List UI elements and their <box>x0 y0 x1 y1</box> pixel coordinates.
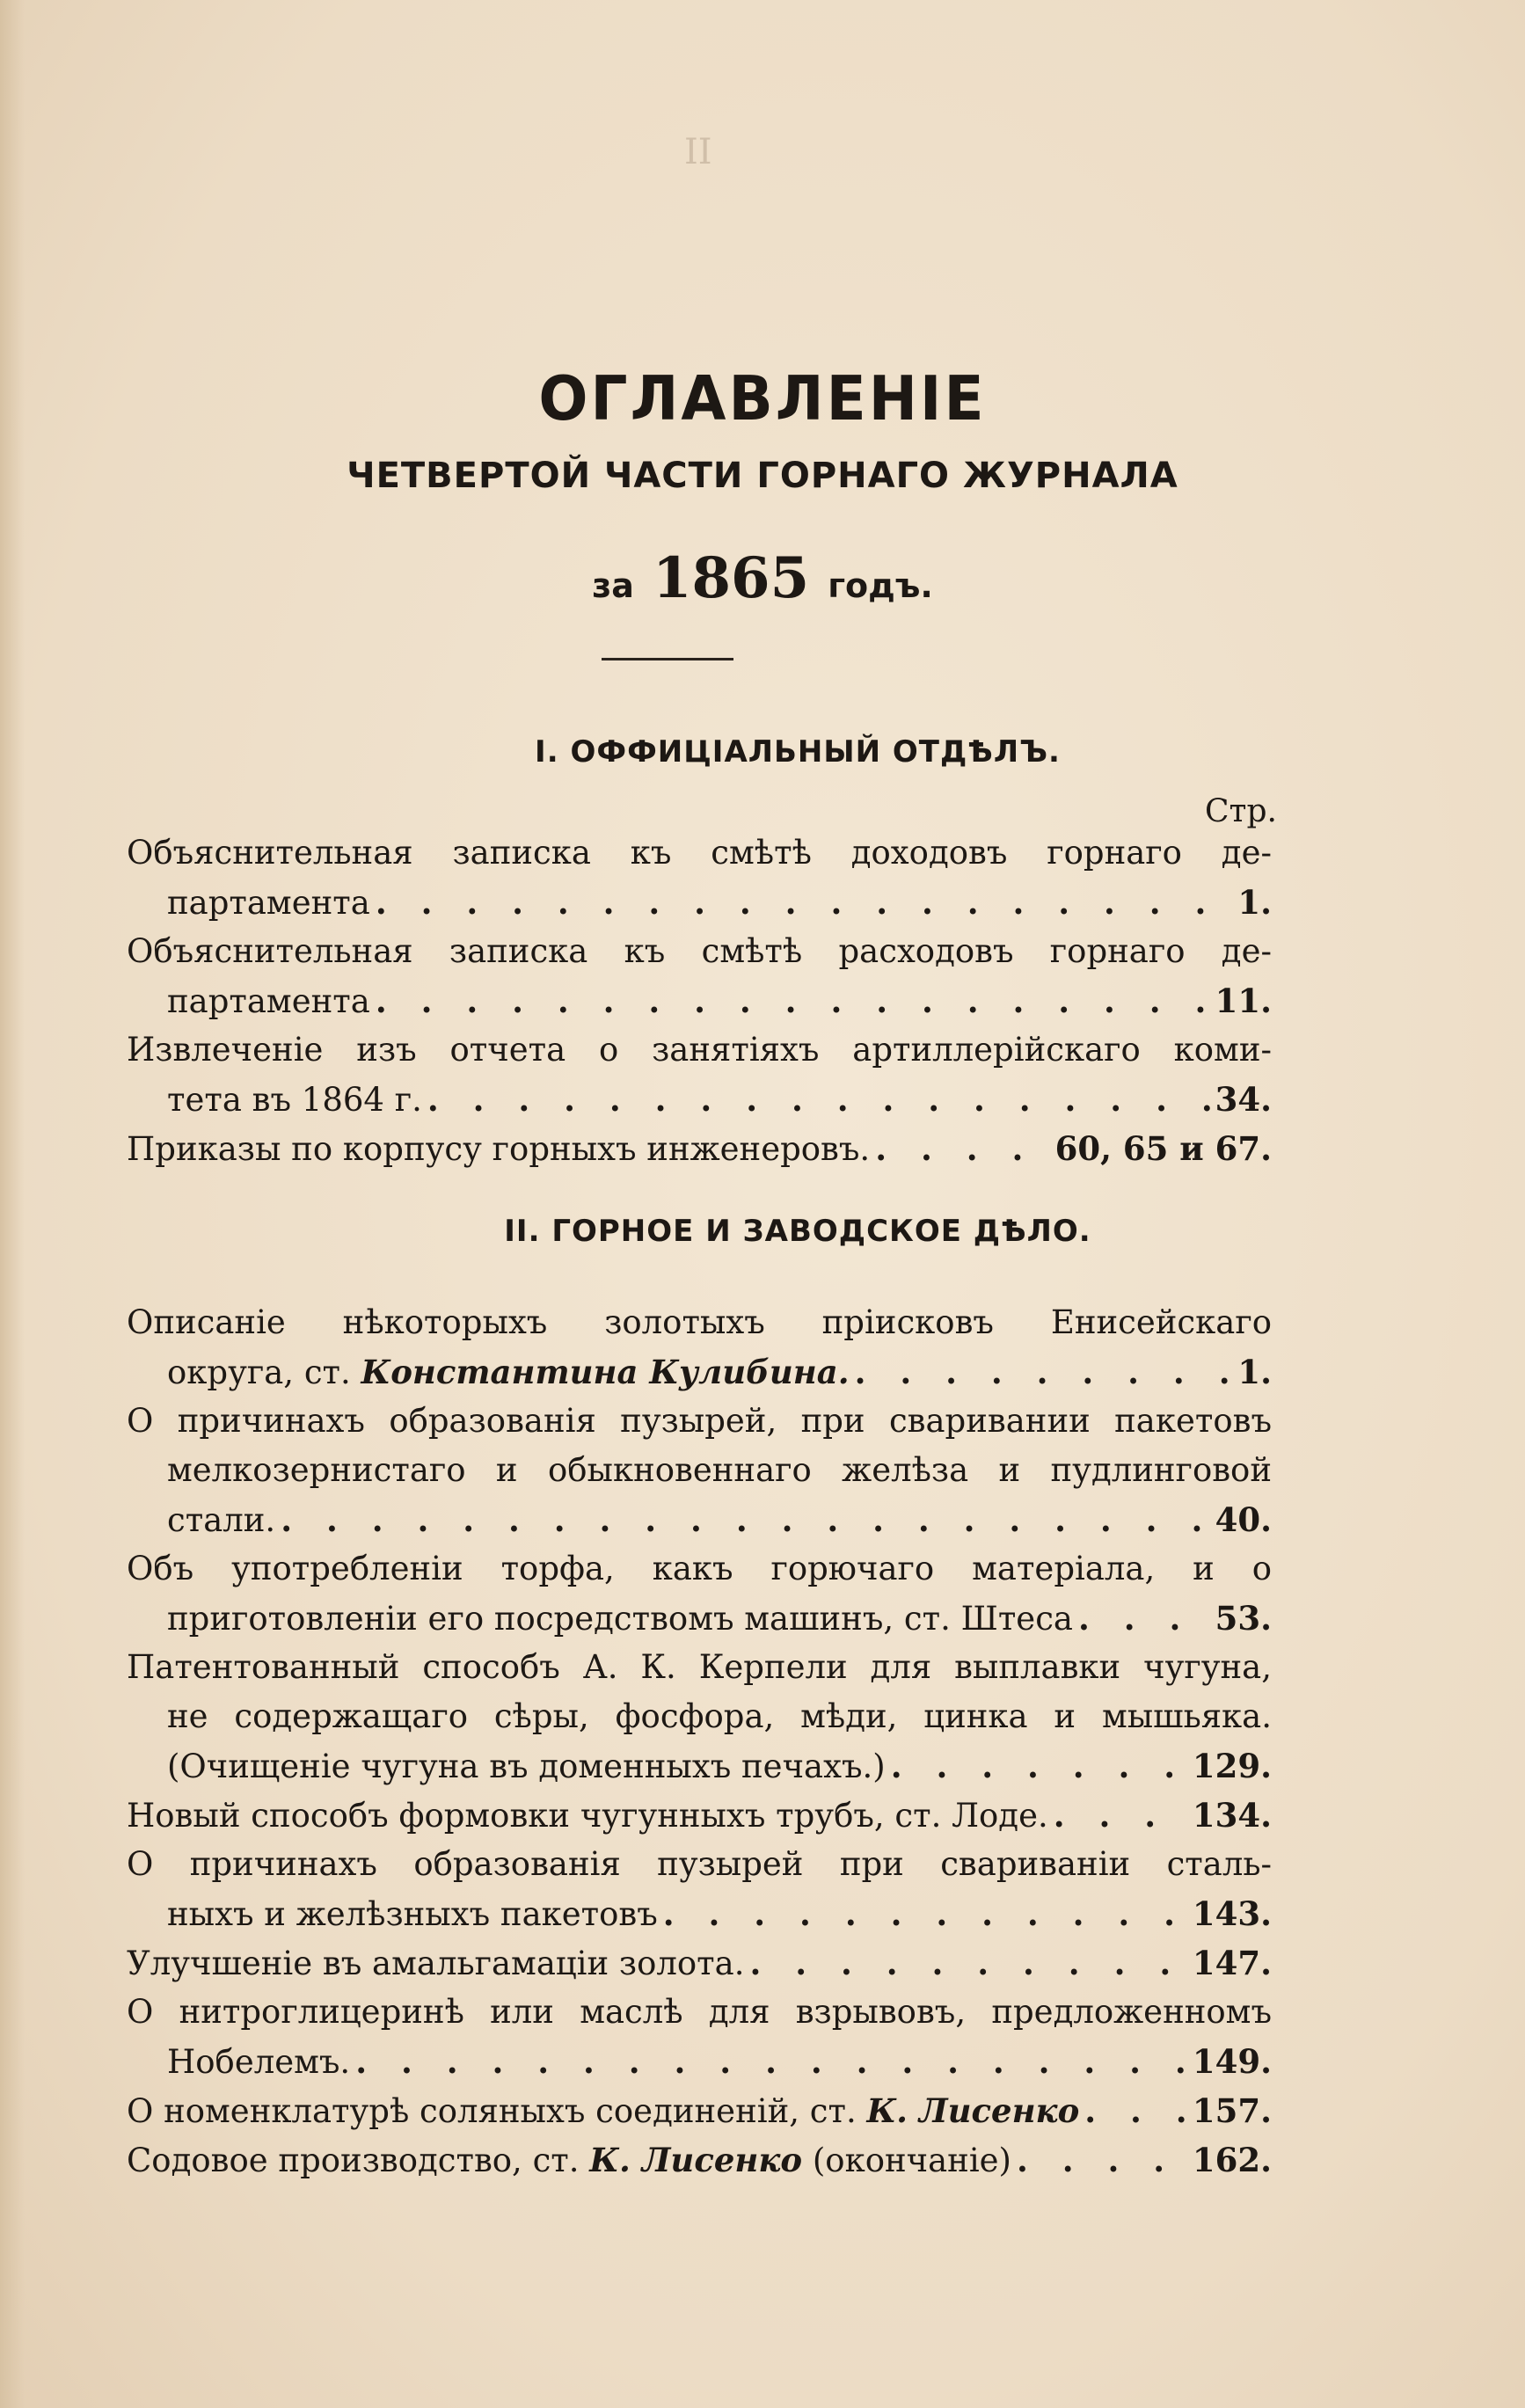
toc-entry-line <box>167 1891 1272 1937</box>
toc-page-number: 1. <box>1237 883 1272 922</box>
dot-leader <box>1054 1792 1187 1838</box>
toc-entry-line: О причинахъ образованія пузырей при свариваніи сталь- <box>127 1845 1272 1883</box>
toc-page-number: 143. <box>1192 1894 1272 1933</box>
dot-leader <box>855 1349 1233 1395</box>
page-subtitle: ЧЕТВЕРТОЙ ЧАСТИ ГОРНАГО ЖУРНАЛА <box>347 456 1178 496</box>
toc-entry-line <box>127 1126 1272 1171</box>
year-number: 1865 <box>652 545 810 611</box>
toc-entry-line <box>127 2088 1272 2134</box>
toc-entry-line <box>167 879 1272 925</box>
dot-leader <box>1078 1595 1210 1641</box>
toc-entry-line: Извлеченіе изъ отчета о занятіяхъ артиллерійскаго коми- <box>127 1031 1272 1069</box>
toc-entry-line: О нитроглицеринѣ или маслѣ для взрывовъ, предложенномъ <box>127 1993 1272 2031</box>
toc-entry-text: приготовленіи его посредствомъ машинъ, ст. Штеса <box>167 1600 1073 1638</box>
toc-entry-line: Описаніе нѣкоторыхъ золотыхъ пріисковъ Енисейскаго <box>127 1303 1272 1341</box>
toc-page-number: 162. <box>1192 2141 1272 2179</box>
toc-entry-text: округа, ст. <box>167 1354 351 1391</box>
toc-page-number: 149. <box>1192 2042 1272 2081</box>
toc-entry-line <box>167 978 1272 1024</box>
toc-entry-text: партамента <box>167 982 370 1020</box>
toc-entry-text: Приказы по корпусу горныхъ инженеровъ. <box>127 1130 871 1168</box>
toc-entry-text: (Очищеніе чугуна въ доменныхъ печахъ.) <box>167 1748 886 1785</box>
page-title: ОГЛАВЛЕНІЕ <box>538 363 987 434</box>
dot-leader <box>376 879 1233 925</box>
toc-entry-line <box>167 1076 1272 1122</box>
toc-entry-line: О причинахъ образованія пузырей, при сваривании пакетовъ <box>127 1402 1272 1440</box>
toc-entry-text: партамента <box>167 884 370 922</box>
section-heading-mining: II. ГОРНОЕ И ЗАВОДСКОЕ ДѢЛО. <box>504 1214 1091 1249</box>
author-name: К. Лисенко <box>589 2141 803 2179</box>
toc-entry-note: (окончаніе) <box>812 2142 1011 2179</box>
toc-page-number: 11. <box>1215 981 1272 1020</box>
toc-entry-line: Объ употребленіи торфа, какъ горючаго матеріала, и о <box>127 1550 1272 1587</box>
dot-leader <box>891 1743 1187 1789</box>
page-folio: II <box>684 132 712 172</box>
title-divider <box>602 658 733 660</box>
dot-leader <box>875 1126 1049 1171</box>
toc-entry-line <box>167 2039 1272 2084</box>
dot-leader <box>281 1497 1209 1543</box>
toc-page-number: 34. <box>1215 1080 1272 1119</box>
toc-entry-text: Улучшеніе въ амальгамаціи золота. <box>127 1945 745 1982</box>
toc-entry-line: Объяснительная записка къ смѣтѣ доходовъ горнаго де- <box>127 834 1272 872</box>
toc-entry-line <box>127 1940 1272 1986</box>
dot-leader <box>1084 2088 1187 2134</box>
toc-entry-line: Объяснительная записка къ смѣтѣ расходовъ горнаго де- <box>127 932 1272 970</box>
section-heading-official: I. ОФФИЦІАЛЬНЫЙ ОТДѢЛЪ. <box>535 734 1061 770</box>
year-line <box>0 545 1525 611</box>
dot-leader <box>427 1076 1210 1122</box>
toc-entry-text: ныхъ и желѣзныхъ пакетовъ <box>167 1895 658 1933</box>
toc-entry-line: не содержащаго сѣры, фосфора, мѣди, цинка и мышьяка. <box>167 1697 1272 1735</box>
toc-page-number: 147. <box>1192 1944 1272 1982</box>
toc-entry-line <box>127 2137 1272 2183</box>
toc-entry-line <box>167 1595 1272 1641</box>
dot-leader <box>749 1940 1186 1986</box>
author-name: К. Лисенко <box>866 2091 1080 2130</box>
year-prefix: за <box>592 566 634 605</box>
toc-entry-text: О номенклатурѣ соляныхъ соединеній, ст. <box>127 2092 857 2130</box>
toc-page-number: 134. <box>1192 1796 1272 1835</box>
toc-page-number: 1. <box>1237 1353 1272 1391</box>
dot-leader <box>376 978 1210 1024</box>
toc-page-number: 157. <box>1192 2091 1272 2130</box>
toc-page-number: 53. <box>1215 1599 1272 1638</box>
toc-entry-line <box>127 1792 1272 1838</box>
toc-page-number: 60, 65 и 67. <box>1054 1129 1272 1168</box>
toc-entry-line <box>167 1497 1272 1543</box>
toc-page-number: 129. <box>1192 1747 1272 1785</box>
toc-entry-line <box>167 1743 1272 1789</box>
toc-entry-text: Новый способъ формовки чугунныхъ трубъ, ст. Лоде. <box>127 1797 1048 1835</box>
toc-page-number: 40. <box>1215 1500 1272 1539</box>
toc-entry-text: тета въ 1864 г. <box>167 1081 422 1119</box>
toc-entry-text: Содовое производство, ст. <box>127 2142 580 2179</box>
author-name: Константина Кулибина. <box>361 1353 850 1391</box>
dot-leader <box>663 1891 1187 1937</box>
gutter-shadow <box>0 0 25 2408</box>
toc-entry-text: стали. <box>167 1501 276 1539</box>
toc-entry-line: мелкозернистаго и обыкновеннаго желѣза и пудлинговой <box>167 1451 1272 1489</box>
dot-leader <box>1017 2137 1187 2183</box>
dot-leader <box>355 2039 1187 2084</box>
page-column-label: Стр. <box>1205 793 1277 829</box>
year-suffix: годъ. <box>828 566 933 605</box>
toc-entry-line <box>167 1349 1272 1395</box>
toc-entry-text: Нобелемъ. <box>167 2043 351 2081</box>
toc-entry-line: Патентованный способъ А. К. Керпели для выплавки чугуна, <box>127 1648 1272 1686</box>
